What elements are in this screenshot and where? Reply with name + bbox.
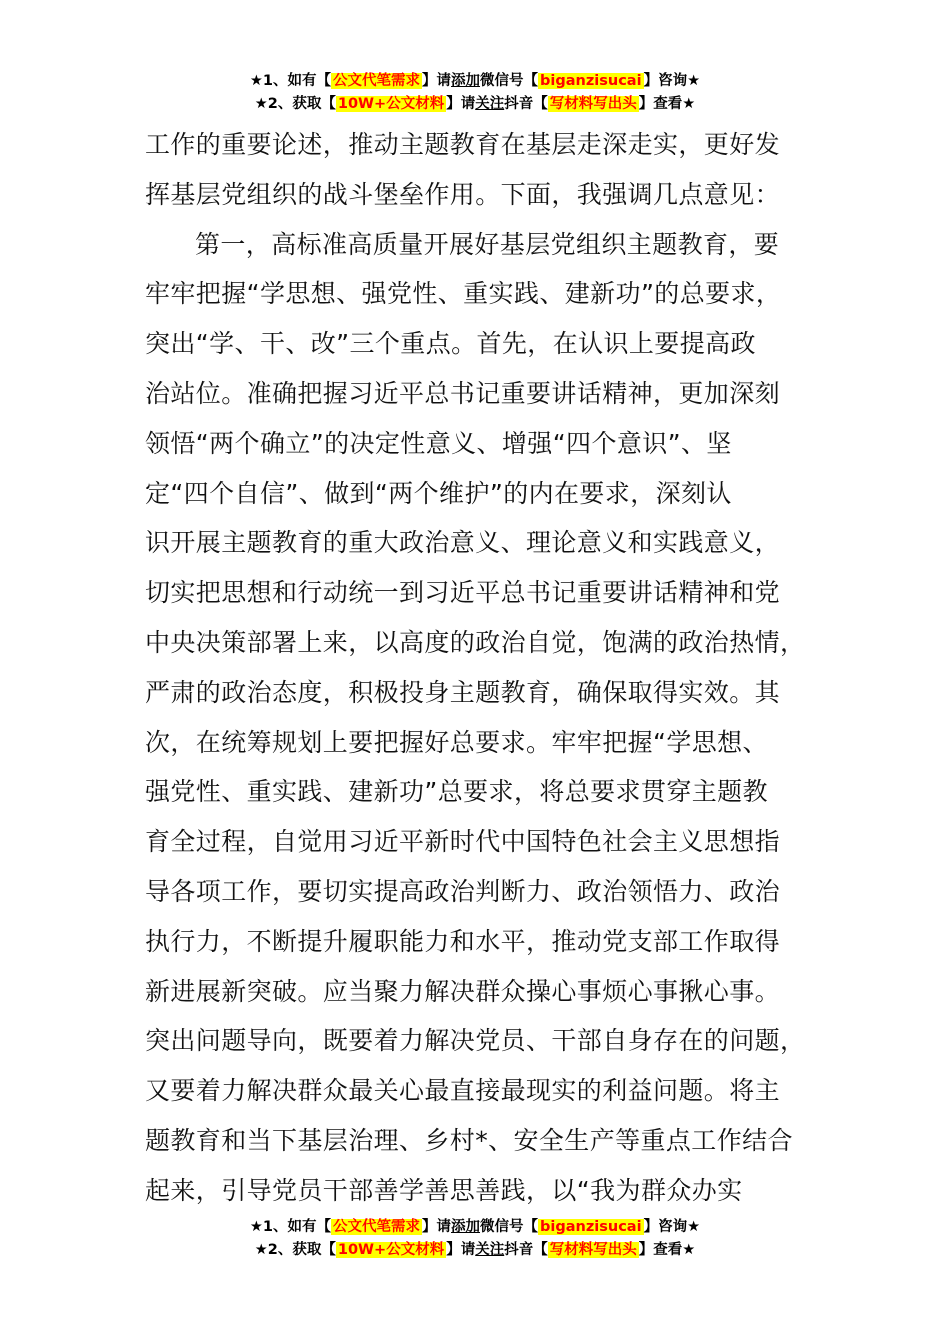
header-line-2-text: 】请 [446,96,476,112]
footer-line-1-prefix: ★1、如有【 [249,1219,332,1235]
footer-highlight-materials: 10W+公文材料 [337,1242,445,1258]
body-line: 治站位。准确把握习近平总书记重要讲话精神，更加深刻 [145,378,781,408]
header-highlight-materials: 10W+公文材料 [337,96,445,112]
body-line: 起来，引导党员干部善学善思善践，以“我为群众办实 [145,1175,743,1205]
document-body [145,120,810,1216]
body-line: 挥基层党组织的战斗堡垒作用。下面，我强调几点意见： [145,179,781,209]
body-line: 领悟“两个确立”的决定性意义、增强“四个意识”、坚 [145,428,732,458]
header-highlight-wechat-id[interactable]: biganzisucai [540,73,642,89]
body-line: 突出“学、干、改”三个重点。首先，在认识上要提高政 [145,329,756,359]
header-highlight-douyin[interactable]: 写材料写出头 [549,96,637,112]
body-line: 又要着力解决群众最关心最直接最现实的利益问题。将主 [145,1076,781,1106]
footer-banner [0,1216,950,1262]
body-line: 育全过程，自觉用习近平新时代中国特色社会主义思想指 [145,827,781,857]
header-line-2-text-2: 抖音【 [504,96,548,112]
footer-line-2 [0,1239,950,1262]
header-line-2-prefix: ★2、获取【 [254,96,336,112]
footer-highlight-wechat-id[interactable]: biganzisucai [540,1219,642,1235]
body-line: 切实把思想和行动统一到习近平总书记重要讲话精神和党 [145,578,781,608]
footer-underlined-add: 添加 [451,1219,481,1235]
body-line: 严肃的政治态度，积极投身主题教育，确保取得实效。其 [145,677,781,707]
header-line-1-text: 】请 [422,73,452,89]
body-line: 次，在统筹规划上要把握好总要求。牢牢把握“学思想、 [145,727,768,757]
body-line: 强党性、重实践、建新功”总要求，将总要求贯穿主题教 [145,777,768,807]
body-line: 牢牢把握“学思想、强党性、重实践、建新功”的总要求， [145,279,782,309]
body-line: 突出问题导向，既要着力解决党员、干部自身存在的问题， [145,1026,806,1056]
body-line: 新进展新突破。应当聚力解决群众操心事烦心事揪心事。 [145,976,781,1006]
body-line: 工作的重要论述，推动主题教育在基层走深走实，更好发 [145,130,781,159]
footer-highlight-service: 公文代笔需求 [333,1219,421,1235]
body-line: 导各项工作，要切实提高政治判断力、政治领悟力、政治 [145,876,781,906]
header-underlined-follow: 关注 [475,96,505,112]
header-line-1-suffix: 】咨询★ [643,73,701,89]
body-line: 中央决策部署上来，以高度的政治自觉，饱满的政治热情， [145,627,806,657]
header-line-1 [0,70,950,93]
footer-line-2-text-2: 抖音【 [504,1242,548,1258]
footer-line-2-suffix: 】查看★ [638,1242,696,1258]
body-line: 题教育和当下基层治理、乡村*、安全生产等重点工作结合 [145,1125,793,1155]
footer-highlight-douyin[interactable]: 写材料写出头 [549,1242,637,1258]
footer-line-1-text-2: 微信号【 [480,1219,539,1235]
header-line-2 [0,93,950,116]
body-line: 定“四个自信”、做到“两个维护”的内在要求，深刻认 [145,478,732,508]
body-line-paragraph-start: 第一，高标准高质量开展好基层党组织主题教育，要 [195,229,780,259]
footer-underlined-follow: 关注 [475,1242,505,1258]
header-line-1-prefix: ★1、如有【 [249,73,332,89]
header-highlight-service: 公文代笔需求 [333,73,421,89]
body-line: 识开展主题教育的重大政治意义、理论意义和实践意义， [145,528,781,558]
footer-line-1 [0,1216,950,1239]
footer-line-2-text: 】请 [446,1242,476,1258]
header-line-1-text-2: 微信号【 [480,73,539,89]
header-underlined-add: 添加 [451,73,481,89]
footer-line-1-text: 】请 [422,1219,452,1235]
header-line-2-suffix: 】查看★ [638,96,696,112]
header-banner [0,70,950,116]
footer-line-1-suffix: 】咨询★ [643,1219,701,1235]
body-line: 执行力，不断提升履职能力和水平，推动党支部工作取得 [145,926,781,956]
footer-line-2-prefix: ★2、获取【 [254,1242,336,1258]
